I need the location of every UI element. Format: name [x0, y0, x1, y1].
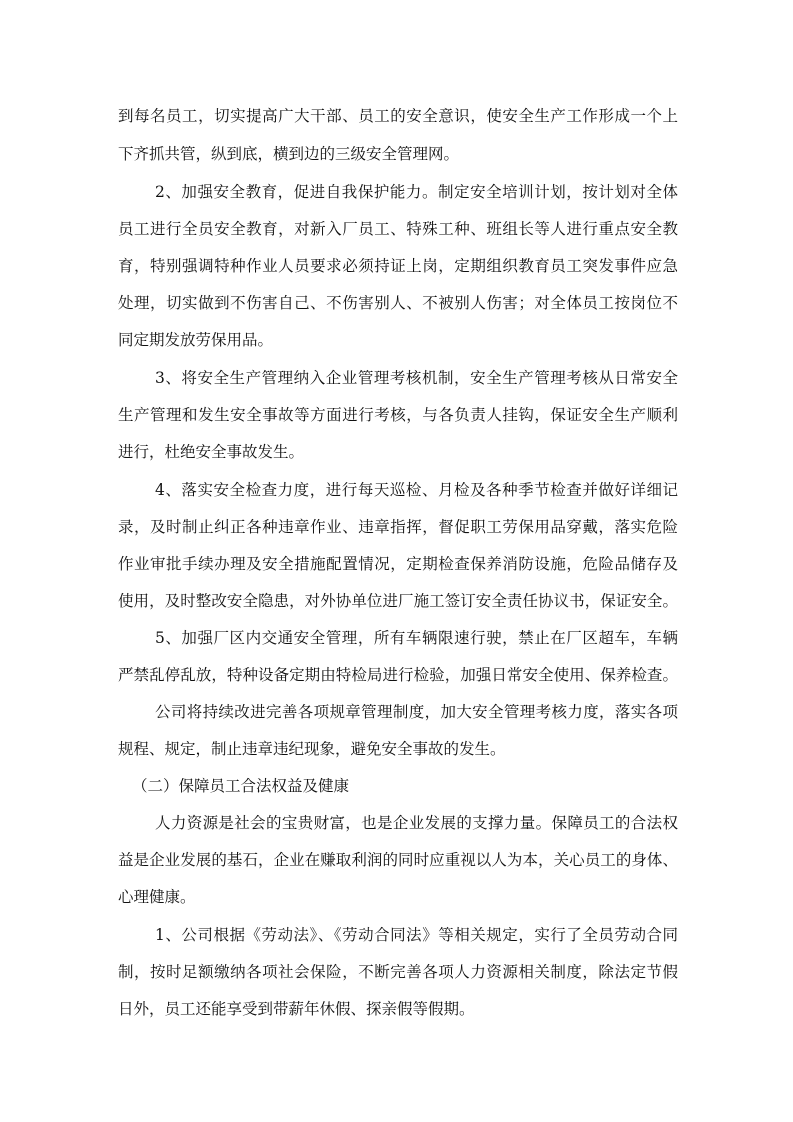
paragraph-line: 2、加强安全教育，促进自我保护能力。制定安全培训计划，按计划对全体: [155, 183, 678, 201]
paragraph-line: 益是企业发展的基石，企业在赚取利润的同时应重视以人为本，关心员工的身体、: [118, 851, 678, 869]
paragraph-line: 育，特别强调特种作业人员要求必须持证上岗，定期组织教育员工突发事件应急: [118, 257, 678, 275]
paragraph-line: 1、公司根据《劳动法》、《劳动合同法》等相关规定，实行了全员劳动合同: [155, 926, 678, 944]
paragraph-line: 心理健康。: [118, 888, 196, 906]
paragraph-line: 4、落实安全检查力度，进行每天巡检、月检及各种季节检查并做好详细记: [155, 481, 678, 499]
paragraph-line: 到每名员工，切实提高广大干部、员工的安全意识，使安全生产工作形成一个上: [118, 107, 678, 125]
paragraph-line: 处理，切实做到不伤害自己、不伤害别人、不被别人伤害；对全体员工按岗位不: [118, 294, 678, 312]
paragraph-line: 公司将持续改进完善各项规章管理制度，加大安全管理考核力度，落实各项: [155, 703, 678, 721]
paragraph-line: 3、将安全生产管理纳入企业管理考核机制，安全生产管理考核从日常安全: [155, 369, 678, 387]
paragraph-line: 生产管理和发生安全事故等方面进行考核，与各负责人挂钩，保证安全生产顺利: [118, 406, 678, 424]
paragraph-line: 日外，员工还能享受到带薪年休假、探亲假等假期。: [118, 1000, 475, 1018]
section-heading: （二）保障员工合法权益及健康: [132, 777, 350, 795]
paragraph-line: 制，按时足额缴纳各项社会保险，不断完善各项人力资源相关制度，除法定节假: [118, 963, 678, 981]
paragraph-line: 同定期发放劳保用品。: [118, 331, 274, 349]
paragraph-line: 规程、规定，制止违章违纪现象，避免安全事故的发生。: [118, 740, 506, 758]
paragraph-line: 严禁乱停乱放，特种设备定期由特检局进行检验，加强日常安全使用、保养检查。: [118, 666, 678, 684]
paragraph-line: 录，及时制止纠正各种违章作业、违章指挥，督促职工劳保用品穿戴，落实危险: [118, 518, 678, 536]
paragraph-line: 5、加强厂区内交通安全管理，所有车辆限速行驶，禁止在厂区超车，车辆: [155, 629, 678, 647]
paragraph-line: 作业审批手续办理及安全措施配置情况，定期检查保养消防设施，危险品储存及: [118, 555, 678, 573]
paragraph-line: 人力资源是社会的宝贵财富，也是企业发展的支撑力量。保障员工的合法权: [155, 814, 678, 832]
paragraph-line: 进行，杜绝安全事故发生。: [118, 443, 305, 461]
paragraph-line: 下齐抓共管，纵到底，横到边的三级安全管理网。: [118, 145, 460, 163]
paragraph-line: 员工进行全员安全教育，对新入厂员工、特殊工种、班组长等人进行重点安全教: [118, 220, 678, 238]
paragraph-line: 使用，及时整改安全隐患，对外协单位进厂施工签订安全责任协议书，保证安全。: [118, 592, 678, 610]
